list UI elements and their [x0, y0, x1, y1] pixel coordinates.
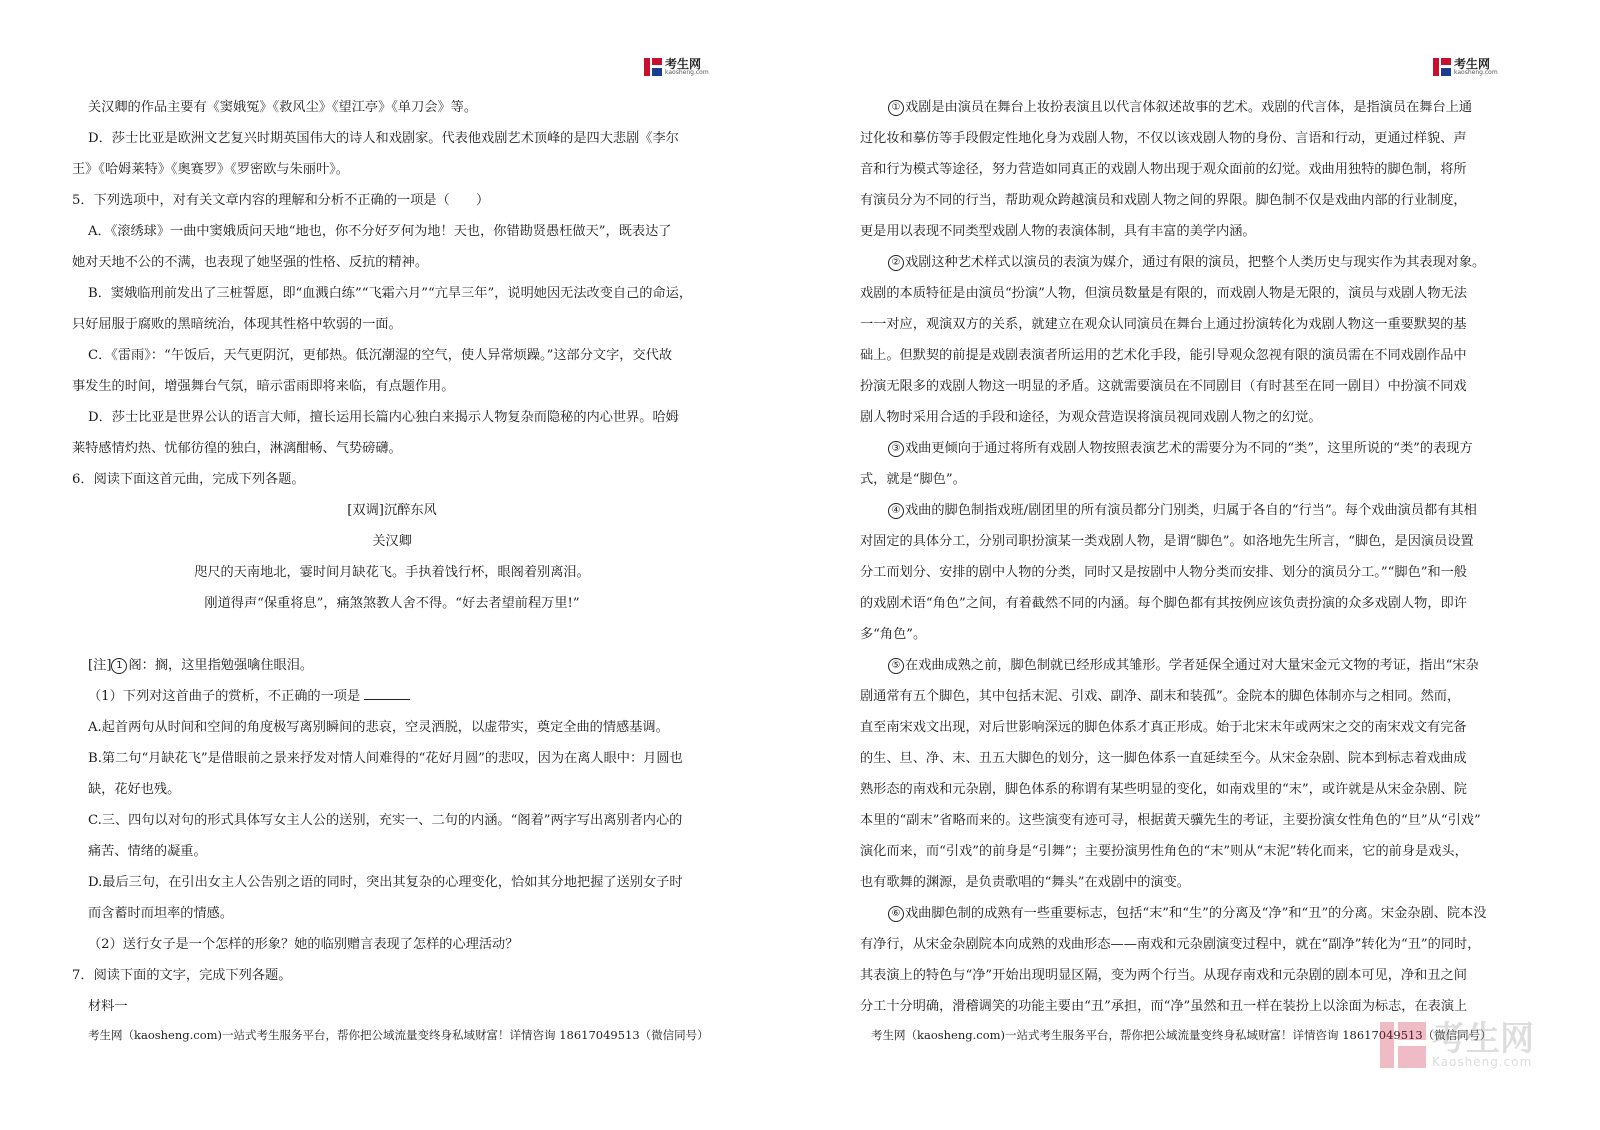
text-line: 也有歌舞的渊源，是负责歌唱的“舞头”在戏剧中的演变。 — [860, 875, 1190, 890]
text-line: 莱特感情灼热、忧郁彷徨的独白，淋漓酣畅、气势磅礴。 — [72, 441, 402, 456]
subquestion-2: （2）送行女子是一个怎样的形象？她的临别赠言表现了怎样的心理活动？ — [88, 937, 519, 952]
option-b: B.第二句“月缺花飞”是借眼前之景来抒发对情人间难得的“花好月圆”的悲叹，因为在离人眼中：月圆也 — [88, 751, 683, 766]
paragraph-5: ⑤ 在戏曲成熟之前，脚色制就已经形成其雏形。学者延保全通过对大量宋金元文物的考证，指出“宋杂 — [860, 650, 1500, 681]
footer-ad: 考生网（kaosheng.com)一站式考生服务平台，帮你把公域流量变终身私域财富！详情咨询 18617049513（微信同号） — [871, 1028, 1492, 1042]
option-c: C.三、四句以对句的形式具体写女主人公的送别，充实一、二句的内涵。“阁着”两字写出离别者内心的 — [88, 813, 683, 828]
circled-number-icon: ① — [888, 100, 904, 116]
text-line: 熟形态的南戏和元杂剧，脚色体系的称谓有某些明显的变化，如南戏里的“末”，或许就是从宋金杂剧、院 — [860, 782, 1467, 797]
text-line: 式，就是“脚色”。 — [860, 472, 966, 487]
subquestion-1 — [72, 681, 712, 712]
poem-line: 刚道得声“保重将息”，痛煞煞教人舍不得。“好去者望前程万里!” — [204, 596, 580, 611]
logo-en: kaosheng.com — [665, 69, 709, 76]
kaosheng-watermark-icon — [1380, 1022, 1426, 1068]
subquestion-text: （1）下列对这首曲子的赏析，不正确的一项是 — [88, 689, 361, 704]
option-a: A．《滚绣球》一曲中窦娥质问天地“地也，你不分好歹何为地！天也，你错勘贤愚枉做天”，既表达了 — [88, 224, 672, 239]
spacer — [72, 619, 712, 650]
kaosheng-logo-icon — [644, 58, 662, 76]
kaosheng-watermark — [1380, 1019, 1534, 1069]
text-line: 有净行，从宋金杂剧院本向成熟的戏曲形态——南戏和元杂剧演变过程中，就在“副净”转化为“丑”的同时， — [860, 937, 1481, 952]
text-line: 的生、旦、净、末、丑五大脚色的划分，这一脚色体系一直延续至今。从宋金杂剧、院本到标志着戏曲成 — [860, 751, 1467, 766]
option-a: A.起首两句从时间和空间的角度极写离别瞬间的悲哀，空灵洒脱，以虚带实，奠定全曲的情感基调。 — [88, 720, 669, 735]
text-line: 多“角色”。 — [860, 627, 927, 642]
text-line: 一一对应，观演双方的关系，就建立在观众认同演员在舞台上通过扮演转化为戏剧人物这一重要默契的基 — [860, 317, 1467, 332]
text-line: 演化而来，而“引戏”的前身是“引舞”；主要扮演男性角色的“末”则从“末泥”转化而来，它的前身是戏头， — [860, 844, 1468, 859]
answer-blank — [364, 687, 410, 700]
text-line: 过化妆和摹仿等手段假定性地化身为戏剧人物，不仅以该戏剧人物的身份、言语和行动，更通过样貌、声 — [860, 131, 1467, 146]
option-d: D．莎士比亚是世界公认的语言大师，擅长运用长篇内心独白来揭示人物复杂而隐秘的内心世界。哈姆 — [88, 410, 679, 425]
logo-cn: 考生网 — [665, 57, 702, 71]
logo-en: kaosheng.com — [1454, 69, 1498, 76]
question-6: 6．阅读下面这首元曲，完成下列各题。 — [72, 472, 305, 487]
logo-cn: 考生网 — [1454, 57, 1491, 71]
text-line: 对固定的具体分工，分别司职扮演某一类戏剧人物，是谓“脚色”。如洛地先生所言，“脚色，是因演员设置 — [860, 534, 1474, 549]
circled-number-icon: ② — [888, 255, 904, 271]
kaosheng-logo-icon — [1433, 58, 1451, 76]
right-content — [860, 92, 1500, 1022]
paragraph-6: ⑥ 戏曲脚色制的成熟有一些重要标志，包括“末”和“生”的分离及“净”和“丑”的分离。宋金杂剧、院本没 — [860, 898, 1500, 929]
text-line: 剧通常有五个脚色，其中包括末泥、引戏、副净、副末和装孤”。金院本的脚色体制亦与之相同。然而， — [860, 689, 1461, 704]
text-line: 音和行为模式等途径，努力营造如同真正的戏剧人物出现于观众面前的幻觉。戏曲用独特的脚色制，将所 — [860, 162, 1467, 177]
paragraph-2: ② 戏剧这种艺术样式以演员的表演为媒介，通过有限的演员，把整个人类历史与现实作为其表现对象。 — [860, 247, 1500, 278]
question-5: 5．下列选项中，对有关文章内容的理解和分析不正确的一项是（ ） — [72, 193, 490, 208]
text-line: 戏剧的本质特征是由演员“扮演”人物，但演员数量是有限的，而戏剧人物是无限的，演员与戏剧人物无法 — [860, 286, 1467, 301]
text-line: 直至南宋戏文出现，对后世影响深远的脚色体系才真正形成。始于北宋末年或两宋之交的南宋戏文有完备 — [860, 720, 1467, 735]
text-line: 更是用以表现不同类型戏剧人物的表演体制，具有丰富的美学内涵。 — [860, 224, 1256, 239]
right-page — [800, 0, 1600, 1130]
poem-author: 关汉卿 — [372, 534, 412, 549]
paragraph-4: ④ 戏曲的脚色制指戏班/剧团里的所有演员都分门别类，归属于各自的“行当”。每个戏曲演员都有其相 — [860, 495, 1500, 526]
text-line: 缺，花好也残。 — [88, 782, 181, 797]
option-d: D.最后三句，在引出女主人公告别之语的同时，突出其复杂的心理变化，恰如其分地把握了送别女子时 — [88, 875, 683, 890]
poem-title: [双调]沉醉东风 — [347, 503, 437, 518]
text-line: 分工十分明确，滑稽调笑的功能主要由“丑”承担，而“净”虽然和丑一样在装扮上以涂面为标志，在表演上 — [860, 999, 1468, 1014]
text-line: 本里的“副末”省略而来的。这些演变有迹可寻，根据黄天骥先生的考证，主要扮演女性角色的“旦”从“引戏” — [860, 813, 1481, 828]
text-line: 其表演上的特色与“净”开始出现明显区隔，变为两个行当。从现存南戏和元杂剧的剧本可见，净和丑之间 — [860, 968, 1467, 983]
note — [72, 650, 712, 681]
text-line: 分工而划分、安排的剧中人物的分类，同时又是按剧中人物分类而安排、划分的演员分工。”“脚色”和一般 — [860, 565, 1468, 580]
kaosheng-logo — [1433, 58, 1498, 76]
left-content — [72, 92, 712, 1022]
text-line: 而含蓄时而坦率的情感。 — [88, 906, 234, 921]
footer-ad: 考生网（kaosheng.com)一站式考生服务平台，帮你把公域流量变终身私域财富！详情咨询 18617049513（微信同号） — [88, 1028, 709, 1042]
text-line: 础上。但默契的前提是戏剧表演者所运用的艺术化手段，能引导观众忽视有限的演员需在不同戏剧作品中 — [860, 348, 1467, 363]
text-line: 只好屈服于腐败的黑暗统治，体现其性格中软弱的一面。 — [72, 317, 402, 332]
circled-number-icon: ⑤ — [888, 658, 904, 674]
watermark-cn: 考生网 — [1432, 1019, 1534, 1059]
text-line: 王》《哈姆莱特》《奥赛罗》《罗密欧与朱丽叶》。 — [72, 162, 349, 177]
circled-number-icon: ③ — [888, 441, 904, 457]
paragraph-1: ① 戏剧是由演员在舞台上妆扮表演且以代言体叙述故事的艺术。戏剧的代言体，是指演员在舞台上通 — [860, 92, 1500, 123]
option-b: B．窦娥临刑前发出了三桩誓愿，即“血溅白练”“飞霜六月”“亢旱三年”，说明她因无法改变自己的命运， — [88, 286, 693, 301]
paragraph-3: ③ 戏曲更倾向于通过将所有戏剧人物按照表演艺术的需要分为不同的“类”，这里所说的“类”的表现方 — [860, 433, 1500, 464]
circled-number-icon: 1 — [111, 658, 127, 674]
question-7: 7．阅读下面的文字，完成下列各题。 — [72, 968, 292, 983]
text-line: 扮演无限多的戏剧人物这一明显的矛盾。这就需要演员在不同剧目（有时甚至在同一剧目）中扮演不同戏 — [860, 379, 1467, 394]
text-line: 关汉卿的作品主要有《窦娥冤》《救风尘》《望江亭》《单刀会》等。 — [88, 100, 478, 115]
circled-number-icon: ④ — [888, 503, 904, 519]
text-line: D．莎士比亚是欧洲文艺复兴时期英国伟大的诗人和戏剧家。代表他戏剧艺术顶峰的是四大悲剧《李尔 — [88, 131, 679, 146]
text-line: 剧人物时采用合适的手段和途径，为观众营造误将演员视同戏剧人物之的幻觉。 — [860, 410, 1322, 425]
option-c: C．《雷雨》：“午饭后，天气更阴沉，更郁热。低沉潮湿的空气，使人异常烦躁。”这部分文字，交代故 — [88, 348, 673, 363]
poem-line: 咫尺的天南地北，霎时间月缺花飞。手执着饯行杯，眼阁着别离泪。 — [194, 565, 590, 580]
text-line: 她对天地不公的不满，也表现了她坚强的性格、反抗的精神。 — [72, 255, 429, 270]
circled-number-icon: ⑥ — [888, 906, 904, 922]
text-line: 事发生的时间，增强舞台气氛，暗示雷雨即将来临，有点题作用。 — [72, 379, 455, 394]
note-label: [注] — [88, 658, 112, 673]
text-line: 痛苦、情绪的凝重。 — [88, 844, 207, 859]
note-text: 阁：搁，这里指勉强噙住眼泪。 — [128, 658, 314, 673]
material-label: 材料一 — [88, 999, 128, 1014]
text-line: 的戏剧术语“角色”之间，有着截然不同的内涵。每个脚色都有其按例应该负责扮演的众多戏剧人物，即许 — [860, 596, 1467, 611]
kaosheng-logo — [644, 58, 709, 76]
watermark-en: Kaosheng.com — [1432, 1055, 1533, 1069]
text-line: 有演员分为不同的行当，帮助观众跨越演员和戏剧人物之间的界限。脚色制不仅是戏曲内部的行业制度， — [860, 193, 1467, 208]
